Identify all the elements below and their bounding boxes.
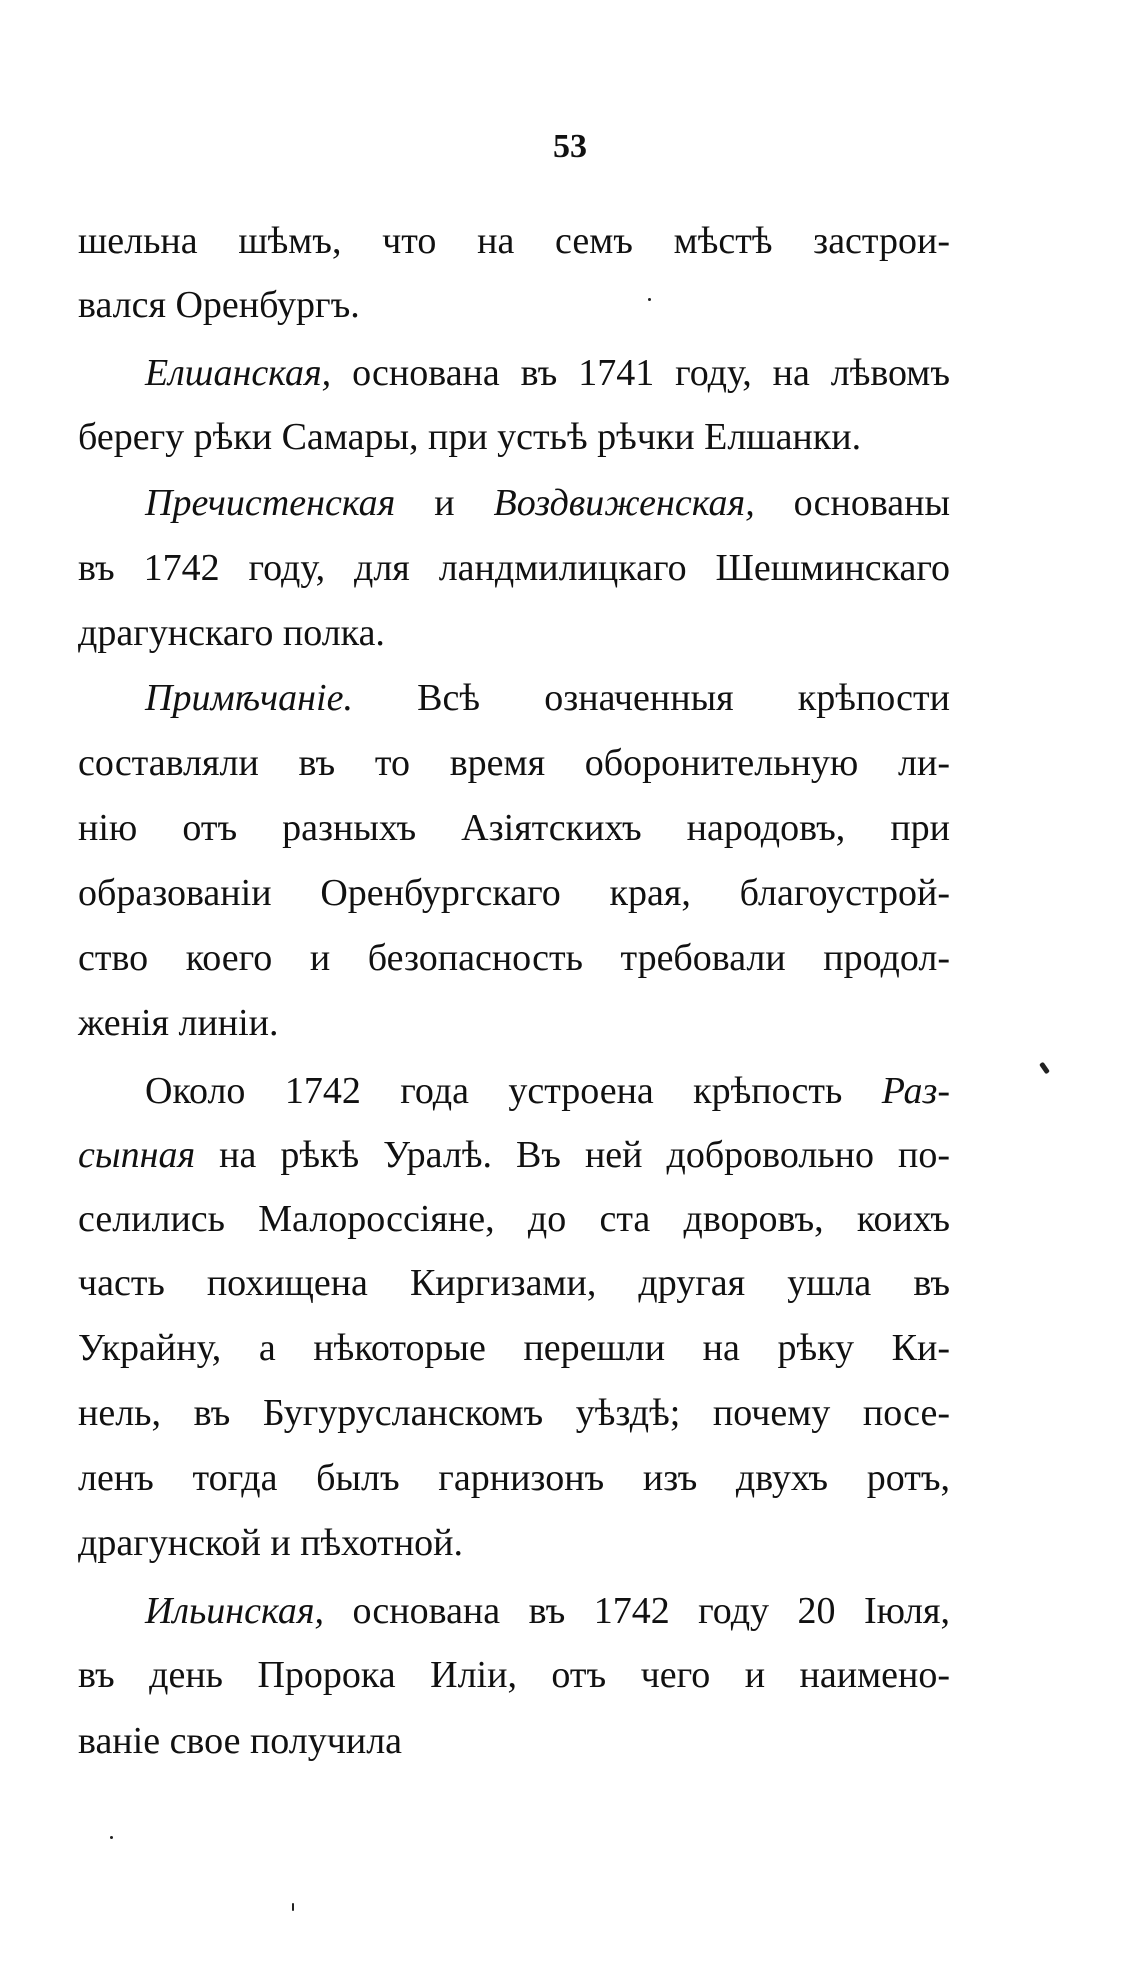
print-speck (110, 1836, 113, 1839)
text-run: драгунской и пѣхотной. (78, 1522, 463, 1564)
italic-text: Примѣчаніе. (145, 677, 353, 719)
text-run: берегу рѣки Самары, при устьѣ рѣчки Елшанки. (78, 416, 862, 458)
text-line (78, 610, 950, 656)
text-line (78, 1652, 950, 1698)
italic-text: Пречистенская (145, 482, 396, 524)
text-run: основаны (754, 482, 950, 524)
text-line (78, 545, 950, 591)
print-speck (1039, 1062, 1050, 1075)
text-line (78, 282, 950, 328)
italic-text: Елшанская, (145, 352, 332, 394)
text-line (78, 1325, 950, 1371)
text-run: ленъ тогда былъ гарнизонъ изъ двухъ ротъ, (78, 1457, 950, 1499)
text-run: нію отъ разныхъ Азіятскихъ народовъ, при (78, 807, 950, 849)
text-run: шельна шѣмъ, что на семъ мѣстѣ застрои- (78, 220, 950, 262)
print-speck (648, 298, 651, 301)
page-number: 53 (553, 128, 587, 165)
text-run: ваніе свое получила (78, 1720, 403, 1762)
text-run: Около 1742 года устроена крѣпость (145, 1070, 882, 1112)
text-run: ство коего и безопасность требовали продол- (78, 937, 950, 979)
text-line (78, 870, 950, 916)
text-line (78, 740, 950, 786)
text-run: женія линіи. (78, 1002, 279, 1044)
text-run: и (395, 482, 494, 524)
text-line (78, 1000, 950, 1046)
italic-text: Ильинская, (145, 1590, 325, 1632)
text-run: драгунскаго полка. (78, 612, 385, 654)
text-line (78, 935, 950, 981)
text-line (78, 1390, 950, 1436)
text-run: вался Оренбургъ. (78, 284, 360, 326)
text-run: въ 1742 году, для ландмилицкаго Шешминскаго (78, 547, 950, 589)
text-run: Всѣ означенныя крѣпости (352, 677, 950, 719)
text-run: селились Малороссіяне, до ста дворовъ, коихъ (78, 1198, 950, 1240)
print-speck (292, 1903, 294, 1911)
text-line (78, 1718, 950, 1764)
text-line (145, 1068, 950, 1114)
text-run: на рѣкѣ Уралѣ. Въ ней добровольно по- (195, 1134, 950, 1176)
text-line (78, 1455, 950, 1501)
italic-text: Воздвиженская, (493, 482, 755, 524)
text-run: часть похищена Киргизами, другая ушла въ (78, 1262, 950, 1304)
text-line (78, 1132, 950, 1178)
italic-text: Раз- (881, 1070, 950, 1112)
text-line (78, 805, 950, 851)
text-line (78, 218, 950, 264)
text-line (78, 1260, 950, 1306)
text-run: основана въ 1742 году 20 Іюля, (324, 1590, 950, 1632)
text-run: нель, въ Бугурусланскомъ уѣздѣ; почему посе- (78, 1392, 950, 1434)
text-line (145, 1588, 950, 1634)
text-run: въ день Пророка Иліи, отъ чего и наимено- (78, 1654, 950, 1696)
text-line (78, 414, 950, 460)
text-line (145, 480, 950, 526)
italic-text: сыпная (78, 1134, 196, 1176)
text-line (145, 675, 950, 721)
text-line (78, 1196, 950, 1242)
text-line (145, 350, 950, 396)
text-line (78, 1520, 950, 1566)
text-run: основана въ 1741 году, на лѣвомъ (331, 352, 950, 394)
text-run: Украйну, а нѣкоторые перешли на рѣку Ки- (78, 1327, 950, 1369)
text-run: составляли въ то время оборонительную ли- (78, 742, 950, 784)
text-run: образованіи Оренбургскаго края, благоустрой- (78, 872, 950, 914)
